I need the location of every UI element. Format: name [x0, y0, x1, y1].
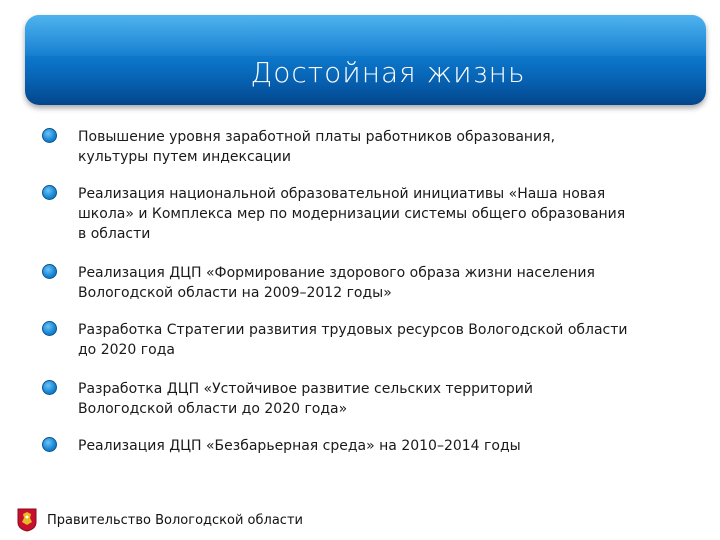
bullet-icon — [42, 380, 57, 395]
footer — [17, 507, 303, 533]
list-item-text: Реализация ДЦП «Безбарьерная среда» на 2010–2014 годы — [78, 438, 521, 454]
slide-title: Достойная жизнь — [250, 56, 526, 89]
bullet-icon — [42, 437, 57, 452]
list-item-text: Разработка Стратегии развития трудовых ресурсов Вологодской области до 2020 года — [78, 322, 628, 358]
list-item-text: Реализация ДЦП «Формирование здорового образа жизни населения Вологодской области на 2009–2012 годы» — [78, 265, 595, 301]
bullet-icon — [42, 321, 57, 336]
bullet-icon — [42, 185, 57, 200]
footer-organization: Правительство Вологодской области — [47, 512, 303, 528]
bullet-icon — [42, 128, 57, 143]
list-item-text: Разработка ДЦП «Устойчивое развитие сельских территорий Вологодской области до 2020 года» — [78, 381, 533, 417]
coat-of-arms-icon — [17, 508, 37, 532]
list-item-text: Повышение уровня заработной платы работников образования, культуры путем индексации — [78, 129, 556, 165]
bullet-icon — [42, 264, 57, 279]
list-item-text: Реализация национальной образовательной инициативы «Наша новая школа» и Комплекса мер по модернизации системы общего образования в области — [78, 186, 626, 242]
